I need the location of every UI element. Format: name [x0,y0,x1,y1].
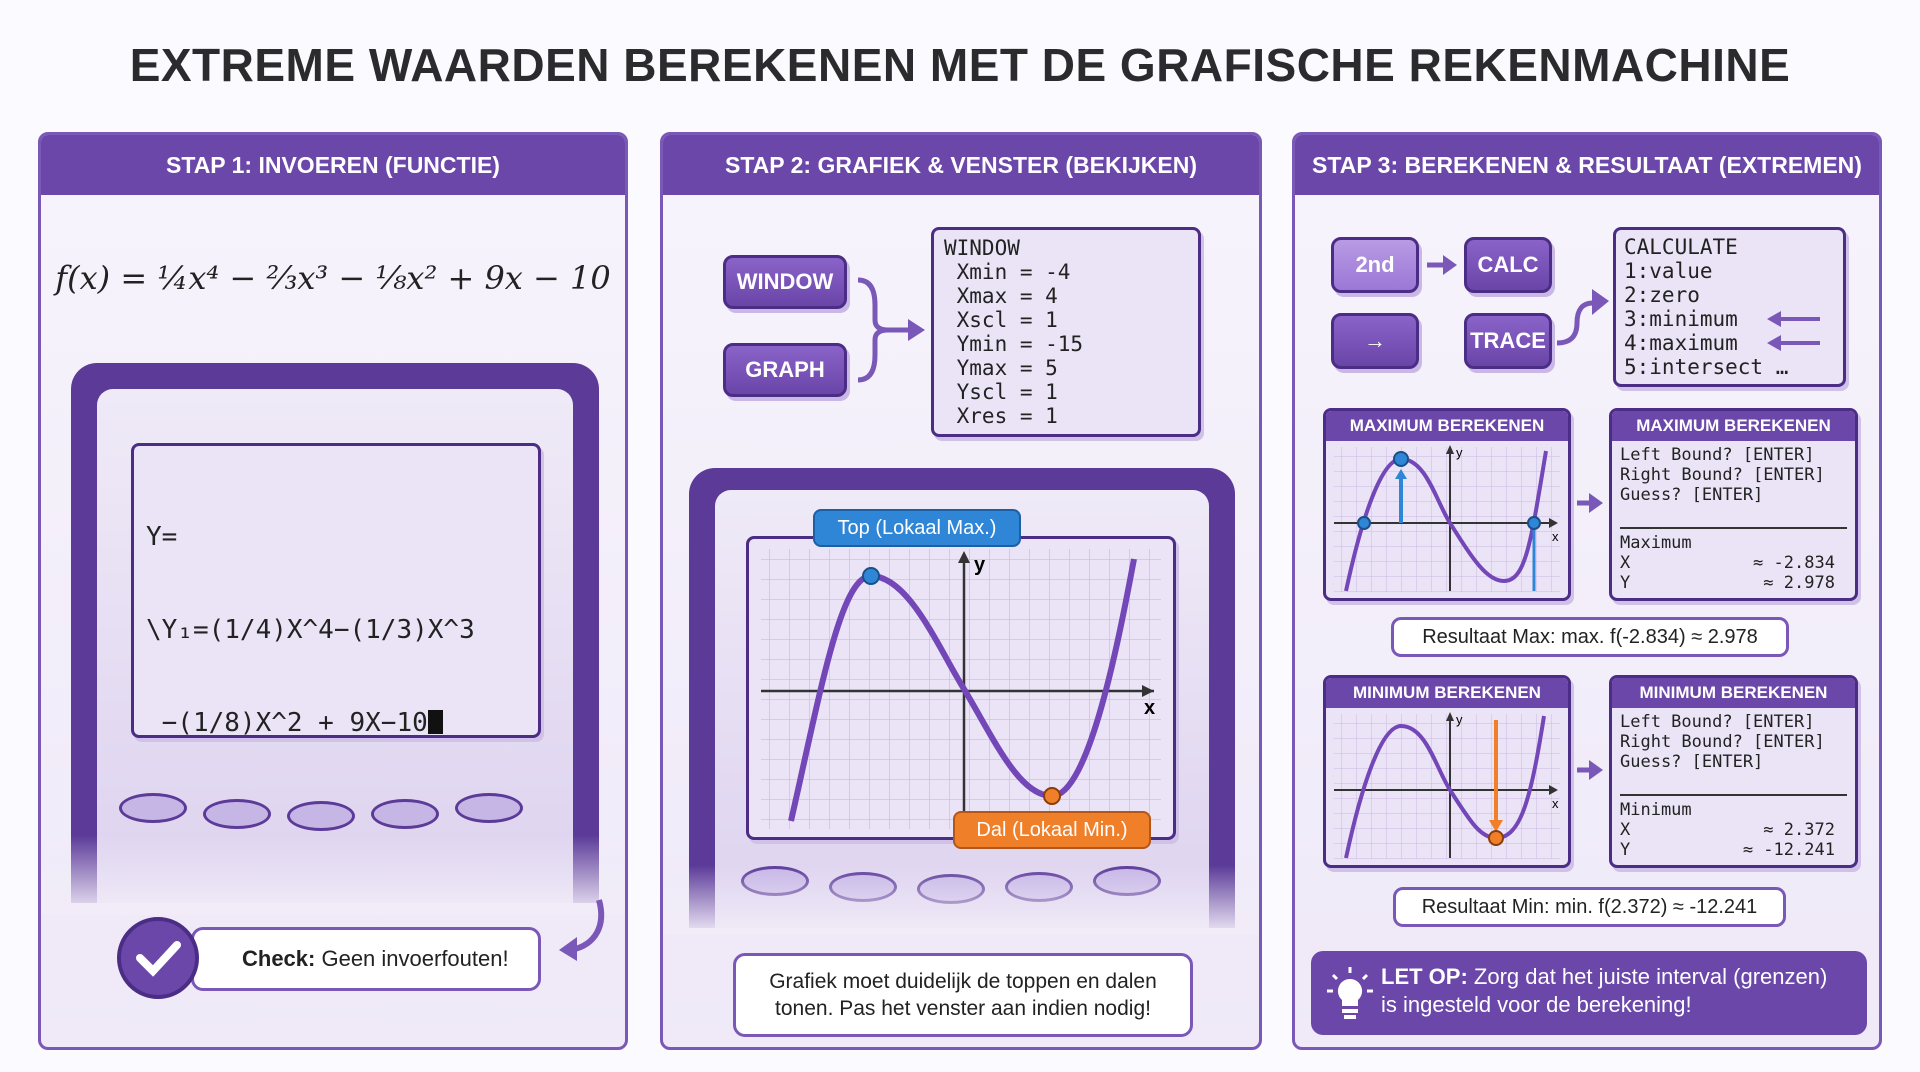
screen-line: Y= [146,522,178,552]
x-axis-label: x [1144,697,1156,719]
dal-label: Dal (Lokaal Min.) [953,811,1151,849]
step1-header: STAP 1: INVOEREN (FUNCTIE) [41,135,625,195]
brace-arrow-icon [853,275,927,385]
min-result-values: Minimum X ≈ 2.372 Y ≈ -12.241 [1620,800,1835,860]
pointer-arrows-icon [1765,307,1825,357]
calc-key[interactable] [203,799,271,829]
note-banner [1311,951,1867,1035]
min-point [1044,788,1060,804]
calc-key[interactable] [455,793,523,823]
calculator-screen [131,443,541,738]
result-min-box: Resultaat Min: min. f(2.372) ≈ -12.241 [1393,887,1786,927]
svg-text:x: x [1552,796,1559,811]
svg-text:y: y [1456,445,1463,460]
menu-item-intersect[interactable]: 5:intersect … [1624,355,1789,379]
bound-prompts: Left Bound? [ENTER] Right Bound? [ENTER] Guess? [ENTER] [1620,441,1847,529]
result-max-box: Resultaat Max: max. f(-2.834) ≈ 2.978 [1391,617,1789,657]
calc-key[interactable] [119,793,187,823]
max-result-panel [1609,408,1858,601]
top-label: Top (Lokaal Max.) [813,509,1021,547]
min-graph-title: MINIMUM BEREKENEN [1326,678,1568,708]
screen-line: −(1/8)X^2 + 9X−10 [146,708,428,738]
note-text: Zorg dat het juiste interval (grenzen) is ingesteld voor de berekening! [1381,964,1828,1017]
max-graph-title: MAXIMUM BEREKENEN [1326,411,1568,441]
step3-panel [1292,132,1882,1050]
step2-panel [660,132,1262,1050]
window-line: Xmin = -4 [944,260,1071,284]
y-axis-label: y [974,554,986,576]
curved-arrow-icon [551,895,611,965]
calculator-body [71,363,599,903]
check-text: Geen invoerfouten! [315,946,509,971]
curved-arrow-icon [1555,283,1611,353]
menu-item-minimum[interactable]: 3:minimum [1624,307,1738,331]
menu-item-value[interactable]: 1:value [1624,259,1713,283]
max-point [863,568,879,584]
screen-line: \Y₁=(1/4)X^4−(1/3)X^3 [146,615,475,645]
calc-key[interactable] [371,799,439,829]
arrow-right-icon [1425,253,1459,277]
caption-box: Grafiek moet duidelijk de toppen en dalen tonen. Pas het venster aan indien nodig! [733,953,1193,1037]
menu-item-maximum[interactable]: 4:maximum [1624,331,1738,355]
max-result-values: Maximum X ≈ -2.834 Y ≈ 2.978 [1620,533,1835,593]
function-graph [749,539,1173,837]
page-title: EXTREME WAARDEN BEREKENEN MET DE GRAFISCHE REKENMACHINE [129,39,1791,91]
window-line: WINDOW [944,236,1020,260]
graph-screen [746,536,1176,840]
lightbulb-icon [1325,965,1375,1023]
graph-button[interactable]: GRAPH [723,343,847,397]
function-formula: f(x) = ¼x⁴ − ⅔x³ − ⅛x² + 9x − 10 [55,259,611,297]
arrow-right-icon [1575,758,1605,782]
note-label: LET OP: [1381,964,1468,989]
check-box [191,927,541,991]
2nd-button[interactable]: 2nd [1331,237,1419,293]
arrow-right-icon [1575,491,1605,515]
max-graph [1326,441,1568,598]
trace-button[interactable]: TRACE [1464,313,1552,369]
menu-item-zero[interactable]: 2:zero [1624,283,1700,307]
bound-prompts: Left Bound? [ENTER] Right Bound? [ENTER] Guess? [ENTER] [1620,708,1847,796]
menu-title: CALCULATE [1624,235,1738,259]
max-result-title: MAXIMUM BEREKENEN [1612,411,1855,441]
calc-key[interactable] [287,801,355,831]
step1-panel [38,132,628,1050]
window-line: Xscl = 1 [944,308,1058,332]
svg-text:x: x [1552,529,1559,544]
window-line: Xmax = 4 [944,284,1058,308]
arrow-button[interactable]: → [1331,313,1419,369]
svg-text:y: y [1456,712,1463,727]
check-label: Check: [242,946,316,971]
calc-button[interactable]: CALC [1464,237,1552,293]
checkmark-icon [117,917,199,999]
window-button[interactable]: WINDOW [723,255,847,309]
step2-header: STAP 2: GRAFIEK & VENSTER (BEKIJKEN) [663,135,1259,195]
min-graph-panel [1323,675,1571,868]
window-settings [931,227,1201,437]
window-line: Yscl = 1 [944,380,1058,404]
min-result-title: MINIMUM BEREKENEN [1612,678,1855,708]
window-line: Ymax = 5 [944,356,1058,380]
min-result-panel [1609,675,1858,868]
min-graph [1326,708,1568,865]
cursor-icon [428,710,443,734]
window-line: Xres = 1 [944,404,1058,428]
step3-header: STAP 3: BEREKENEN & RESULTAAT (EXTREMEN) [1295,135,1879,195]
window-line: Ymin = -15 [944,332,1084,356]
max-graph-panel [1323,408,1571,601]
